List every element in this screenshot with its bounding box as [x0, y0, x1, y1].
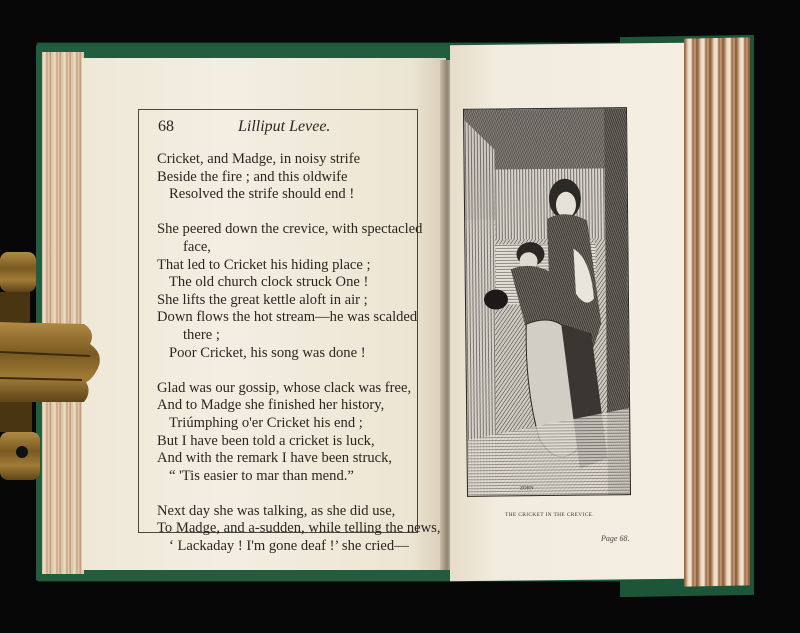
poem-line: Down flows the hot stream—he was scalded — [157, 309, 418, 326]
poem-line: Triúmphing o'er Cricket his end ; — [169, 414, 363, 431]
poem-line: Next day she was talking, as she did use, — [157, 502, 396, 519]
poem-line: And to Madge she finished her history, — [157, 397, 385, 414]
artist-signature: ZORN — [519, 486, 534, 492]
poem-line: Resolved the strife should end ! — [169, 186, 355, 203]
engraving-art — [464, 108, 630, 496]
running-title: Lilliput Levee. — [238, 118, 331, 135]
page-number: 68 — [158, 118, 174, 135]
right-page-edges — [684, 37, 750, 586]
brass-clasp-icon — [0, 252, 106, 480]
poem-line: Cricket, and Madge, in noisy strife — [157, 151, 361, 167]
poem-line: The old church clock struck One ! — [169, 274, 369, 291]
plate-page-reference: Page 68. — [601, 534, 630, 543]
poem-line: To Madge, and a-sudden, while telling the news, — [157, 520, 441, 537]
poem-line: But I have been told a cricket is luck, — [157, 432, 375, 449]
poem-line: That led to Cricket his hiding place ; — [157, 256, 371, 273]
illustration-caption: THE CRICKET IN THE CREVICE. — [505, 512, 595, 518]
poem-line: Poor Cricket, his song was done ! — [169, 344, 366, 361]
poem-line: And with the remark I have been struck, — [157, 450, 393, 467]
poem-line: “ 'Tis easier to mar than mend.” — [169, 467, 354, 484]
poem-line: Beside the fire ; and this oldwife — [157, 168, 348, 185]
poem-line: Glad was our gossip, whose clack was free, — [157, 379, 412, 396]
poem-text — [157, 151, 441, 556]
stanza-break — [157, 485, 413, 503]
poem-line: She lifts the great kettle aloft in air ; — [157, 291, 368, 308]
poem-line: face, — [183, 238, 211, 255]
poem-line: She peered down the crevice, with spectacled — [157, 221, 423, 238]
engraving-illustration — [463, 107, 631, 497]
poem-line: there ; — [183, 326, 220, 343]
brass-clasp — [0, 252, 106, 480]
poem-line: ‘ Lackaday ! I'm gone deaf !’ she cried— — [169, 538, 409, 555]
stanza-break — [157, 204, 413, 222]
stanza-break — [157, 362, 413, 380]
